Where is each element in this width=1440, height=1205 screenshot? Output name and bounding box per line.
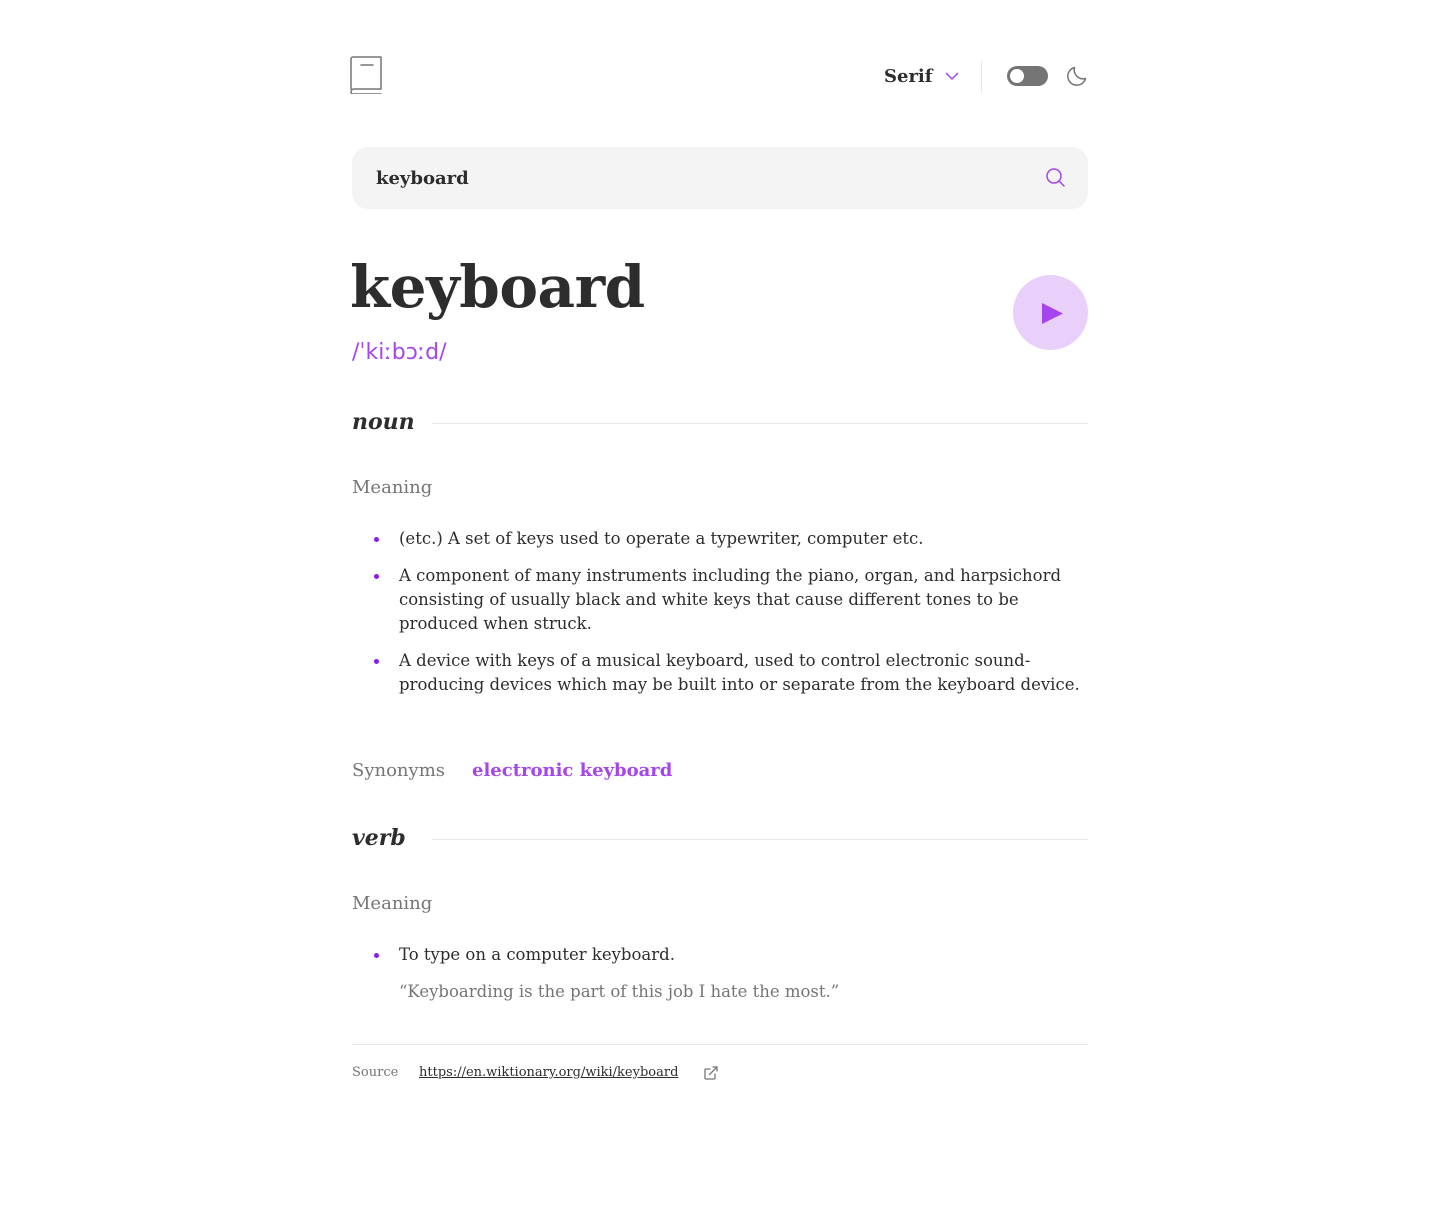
font-selector[interactable] bbox=[884, 63, 959, 89]
play-icon bbox=[1042, 303, 1063, 324]
definition-example: “Keyboarding is the part of this job I hate the most.” bbox=[399, 982, 840, 1001]
definition-item bbox=[352, 943, 1088, 1004]
source-link[interactable]: https://en.wiktionary.org/wiki/keyboard bbox=[419, 1065, 679, 1080]
header bbox=[352, 56, 1088, 96]
external-link-icon[interactable] bbox=[704, 1066, 718, 1080]
book-icon[interactable] bbox=[350, 56, 384, 94]
definition-text: A component of many instruments including the piano, organ, and harpsichord consisting of usually black and white keys that cause different tones to be produced when struck. bbox=[399, 566, 1062, 633]
phonetic: /ˈkiːbɔːd/ bbox=[352, 340, 447, 365]
search-input[interactable] bbox=[376, 147, 1016, 209]
source-label: Source bbox=[352, 1065, 399, 1080]
definition-text: A device with keys of a musical keyboard, used to control electronic sound-producing devices which may be built into or separate from the keyboard device. bbox=[399, 651, 1080, 694]
verb-divider bbox=[432, 839, 1088, 840]
search-bar bbox=[352, 147, 1088, 209]
header-divider bbox=[981, 60, 982, 93]
part-of-speech-noun: noun bbox=[352, 409, 415, 435]
theme-toggle-knob bbox=[1010, 69, 1024, 83]
definition-item bbox=[352, 649, 1088, 697]
search-icon[interactable] bbox=[1046, 168, 1065, 187]
meaning-label: Meaning bbox=[352, 893, 433, 914]
definition-text: (etc.) A set of keys used to operate a typewriter, computer etc. bbox=[399, 529, 924, 548]
definition-list bbox=[352, 943, 1088, 1017]
definition-list bbox=[352, 527, 1088, 710]
play-button[interactable] bbox=[1013, 275, 1088, 350]
word-title: keyboard bbox=[350, 253, 645, 321]
definition-item bbox=[352, 527, 1088, 551]
meaning-label: Meaning bbox=[352, 477, 433, 498]
synonym-link[interactable]: electronic keyboard bbox=[472, 760, 673, 781]
noun-divider bbox=[432, 423, 1088, 424]
chevron-down-icon bbox=[945, 72, 959, 80]
synonyms-label: Synonyms bbox=[352, 760, 445, 781]
moon-icon[interactable] bbox=[1065, 64, 1089, 88]
part-of-speech-verb: verb bbox=[352, 825, 406, 851]
definition-item bbox=[352, 564, 1088, 636]
font-selector-label: Serif bbox=[884, 65, 933, 87]
footer-divider bbox=[352, 1044, 1088, 1045]
theme-toggle[interactable] bbox=[1007, 66, 1048, 86]
definition-text: To type on a computer keyboard. bbox=[399, 945, 675, 964]
